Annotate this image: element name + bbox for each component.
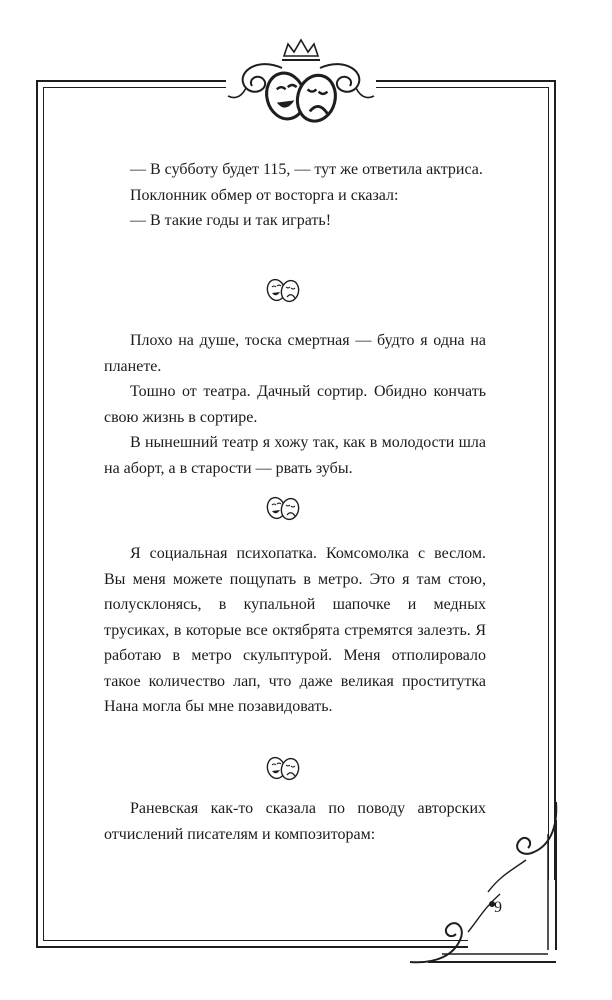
paragraph: Поклонник обмер от восторга и сказал: [130, 186, 399, 204]
paragraph: В нынешний театр я хожу так, как в молодости шла на аборт, а в старости — рвать зубы. [104, 434, 486, 477]
theatre-masks-icon [260, 494, 306, 522]
corner-flourish-icon [408, 800, 560, 968]
paragraph: — В субботу будет 115, — тут же ответила актриса. [130, 161, 483, 178]
page-number: 9 [494, 899, 502, 916]
paragraph: Плохо на душе, тоска смертная — будто я одна на планете. [104, 332, 486, 375]
paragraph: Тошно от театра. Дачный сортир. Обидно кончать свою жизнь в сортире. [104, 383, 486, 426]
crown-theatre-masks-ornament-icon [226, 38, 376, 134]
paragraph: Я социальная психопатка. Комсомолка с веслом. Вы меня можете пощупать в метро. Это я там стою, полусклонясь, в купальной шапочке и медных трусиках, в которые все октябрята стремятся залезть. Я работаю в метро скульптурой. Меня отполировало такое количество лап, что даже великая проститутка Нана могла бы мне позавидовать. [104, 545, 486, 715]
text-block-anecdote-end [104, 157, 486, 234]
paragraph: — В такие годы и так играть! [130, 212, 332, 229]
text-block-theatre [104, 328, 486, 481]
paragraph: Раневская как-то сказала по поводу авторских отчислений писателям и композиторам: [104, 800, 486, 843]
text-block-metro [104, 541, 486, 720]
theatre-masks-icon [260, 276, 306, 304]
theatre-masks-icon [260, 754, 306, 782]
